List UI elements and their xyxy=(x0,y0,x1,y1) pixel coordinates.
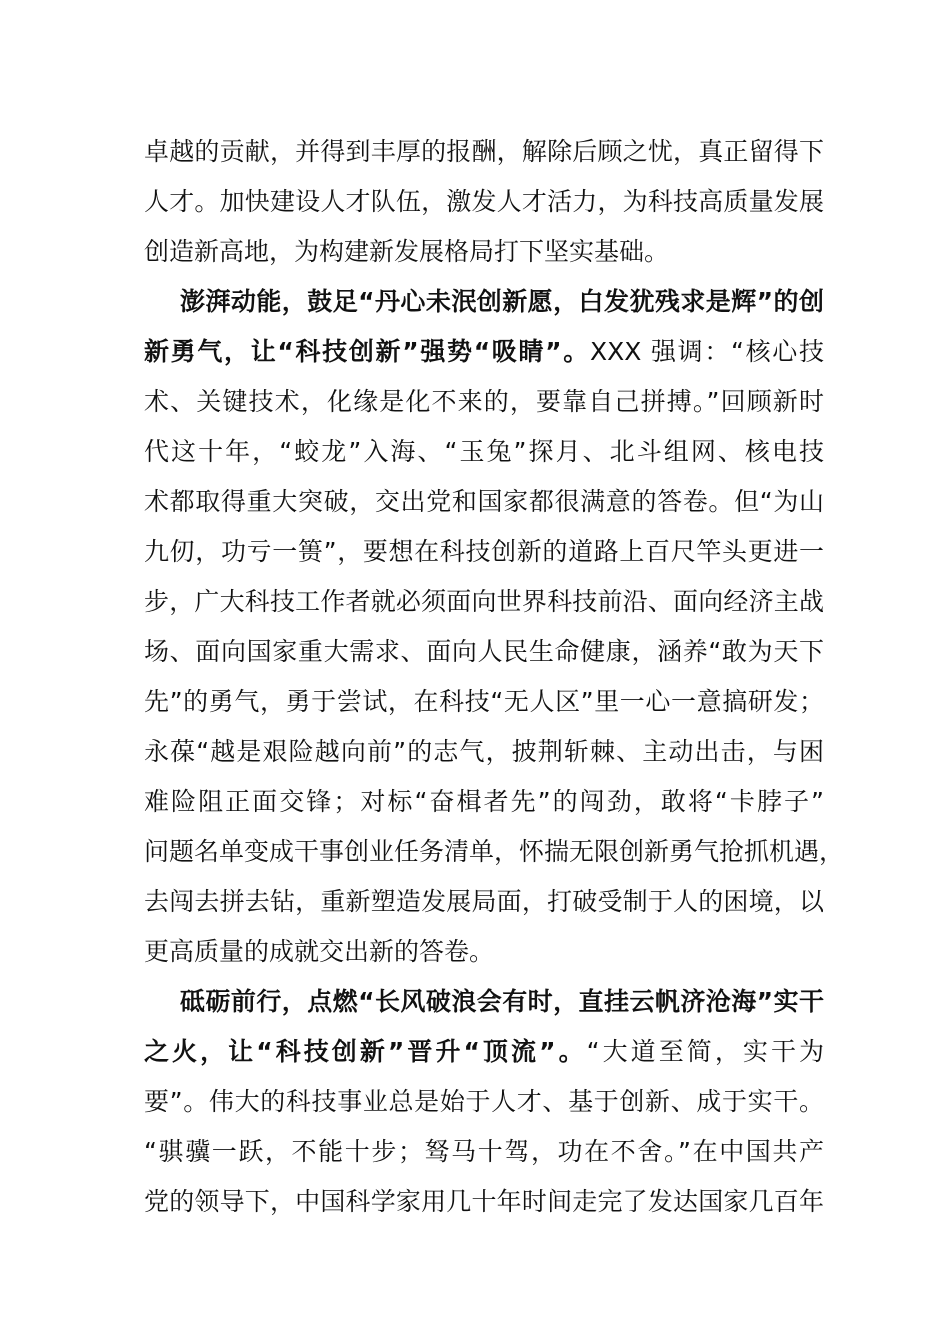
text-line: “骐骥一跃，不能十步；驽马十驾，功在不舍。”在中国共产 xyxy=(144,1137,824,1166)
text-line: 人才。加快建设人才队伍，激发人才活力，为科技高质量发展 xyxy=(144,187,824,216)
text-line: 步，广大科技工作者就必须面向世界科技前沿、面向经济主战 xyxy=(144,587,824,616)
text-line: 先”的勇气，勇于尝试，在科技“无人区”里一心一意搞研发； xyxy=(144,687,824,716)
text-line: 创造新高地，为构建新发展格局打下坚实基础。 xyxy=(144,237,670,266)
text-line: 党的领导下，中国科学家用几十年时间走完了发达国家几百年 xyxy=(144,1187,824,1216)
text-line: 九仞，功亏一篑”，要想在科技创新的道路上百尺竿头更进一 xyxy=(144,537,824,566)
heading-text: 新勇气，让“科技创新”强势“吸睛”。 xyxy=(144,337,590,366)
text-line: 卓越的贡献，并得到丰厚的报酬，解除后顾之忧，真正留得下 xyxy=(144,137,824,166)
text-line: 场、面向国家重大需求、面向人民生命健康，涵养“敢为天下 xyxy=(144,637,824,666)
text-line: 更高质量的成就交出新的答卷。 xyxy=(144,937,495,966)
text-line: 术、关键技术，化缘是化不来的，要靠自己拼搏。”回顾新时 xyxy=(144,387,824,416)
body-text: “大道至简，实干为 xyxy=(586,1037,824,1066)
text-line: 难险阻正面交锋；对标“奋楫者先”的闯劲，敢将“卡脖子” xyxy=(144,787,824,816)
text-line: 去闯去拼去钻，重新塑造发展局面，打破受制于人的困境，以 xyxy=(144,887,824,916)
text-line: 代这十年，“蛟龙”入海、“玉兔”探月、北斗组网、核电技 xyxy=(144,437,824,466)
document-body xyxy=(144,127,845,1227)
text-line: 术都取得重大突破，交出党和国家都很满意的答卷。但“为山 xyxy=(144,487,824,516)
paragraph-heading-line: 砥砺前行，点燃“长风破浪会有时，直挂云帆济沧海”实干 xyxy=(180,987,824,1016)
text-line: 永葆“越是艰险越向前”的志气，披荆斩棘、主动出击，与困 xyxy=(144,737,824,766)
paragraph-heading-line: 澎湃动能，鼓足“丹心未泯创新愿，白发犹残求是辉”的创 xyxy=(180,287,824,316)
heading-text: 之火，让“科技创新”晋升“顶流”。 xyxy=(144,1037,587,1066)
text-line: 要”。伟大的科技事业总是始于人才、基于创新、成于实干。 xyxy=(144,1087,824,1116)
text-line: 问题名单变成干事创业任务清单，怀揣无限创新勇气抢抓机遇， xyxy=(144,837,845,866)
paragraph-heading-line xyxy=(144,1027,824,1077)
body-text: XXX 强调：“核心技 xyxy=(589,337,824,366)
paragraph-heading-line xyxy=(144,327,824,377)
